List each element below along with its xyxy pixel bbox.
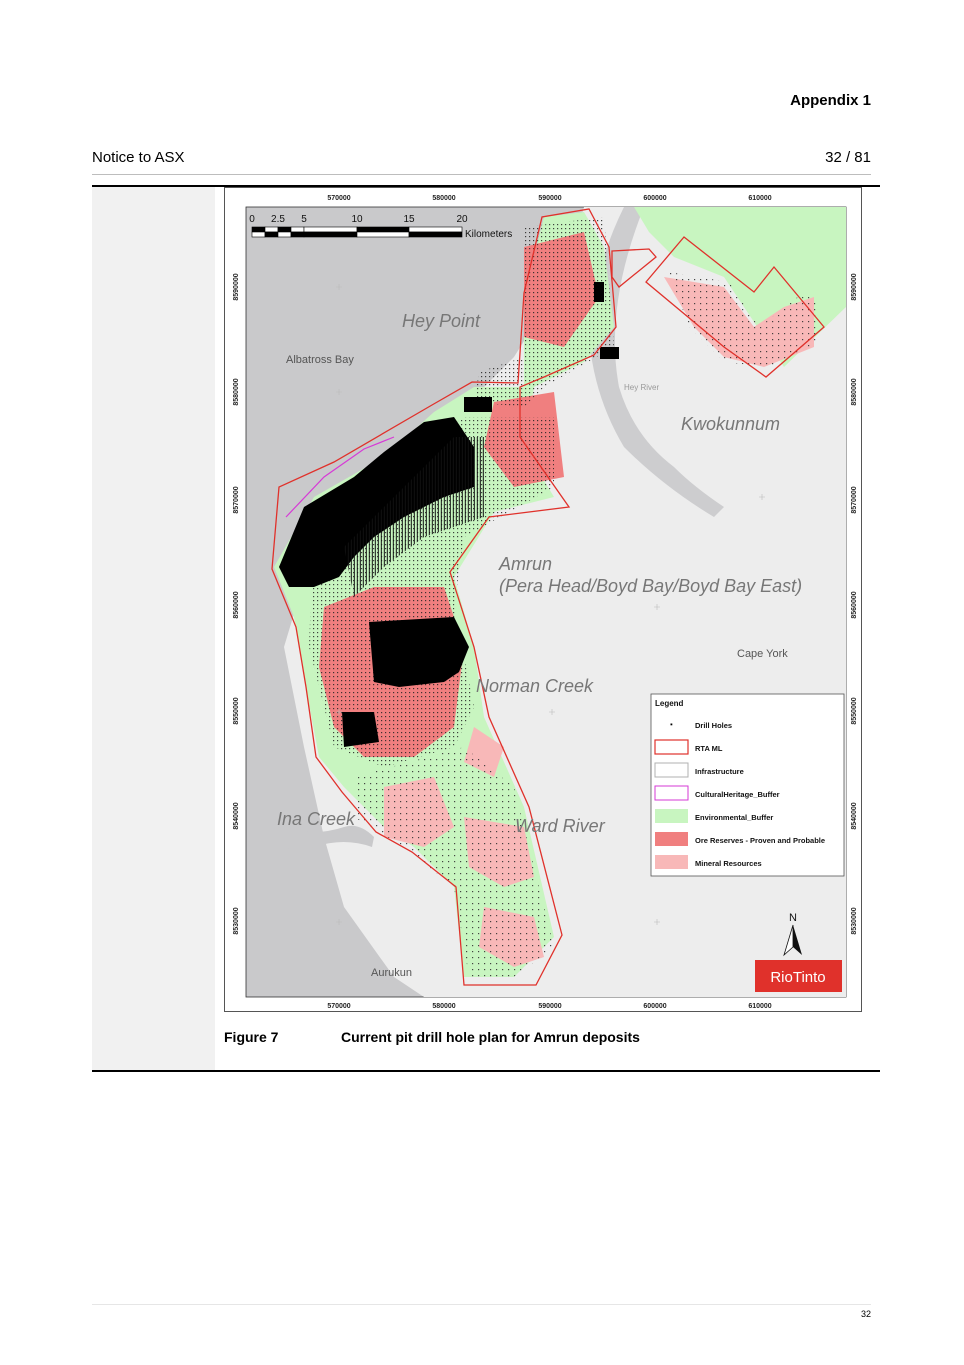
map-svg <box>224 187 862 1012</box>
x-tick-top-600000: 600000 <box>643 195 667 202</box>
rta-ml-swatch <box>655 740 688 754</box>
mined-area-south <box>342 712 379 747</box>
drill-holes-swatch <box>671 724 673 726</box>
scale-label-20: 20 <box>456 214 468 225</box>
label-hey-river: Hey River <box>624 383 660 392</box>
label-amrun-sub: (Pera Head/Boyd Bay/Boyd Bay East) <box>499 576 803 596</box>
riotinto-logo-text: RioTinto <box>770 969 826 986</box>
x-tick-top-580000: 580000 <box>432 195 456 202</box>
y-tick-right-8530000: 8530000 <box>851 907 858 935</box>
north-label: N <box>789 912 797 924</box>
cultural-heritage-swatch <box>655 786 688 800</box>
legend-label-rta-ml: RTA ML <box>695 744 723 753</box>
legend-label-cultural-heritage: CulturalHeritage_Buffer <box>695 790 780 799</box>
x-tick-bottom-610000: 610000 <box>748 1003 772 1010</box>
y-tick-left-8540000: 8540000 <box>233 802 240 830</box>
page-counter: 32 / 81 <box>825 149 871 166</box>
label-ina-creek: Ina Creek <box>277 809 356 829</box>
scale-label-5: 5 <box>301 214 307 225</box>
footer-divider <box>92 1304 871 1305</box>
legend <box>651 694 844 876</box>
label-albatross-bay: Albatross Bay <box>286 354 354 366</box>
scale-label-2-5: 2.5 <box>271 214 285 225</box>
y-tick-left-8560000: 8560000 <box>233 591 240 619</box>
env-buffer-swatch <box>655 809 688 823</box>
legend-label-mineral-resources: Mineral Resources <box>695 859 762 868</box>
label-amrun: Amrun <box>499 554 553 574</box>
y-tick-right-8580000: 8580000 <box>851 378 858 406</box>
scale-label-10: 10 <box>351 214 363 225</box>
x-tick-top-590000: 590000 <box>538 195 562 202</box>
x-tick-top-570000: 570000 <box>327 195 351 202</box>
map-figure <box>224 187 862 1012</box>
x-tick-bottom-570000: 570000 <box>327 1003 351 1010</box>
figure-box-bottom-rule <box>92 1070 880 1072</box>
y-tick-right-8560000: 8560000 <box>851 591 858 619</box>
mineral-resources-swatch <box>655 855 688 869</box>
y-tick-left-8590000: 8590000 <box>233 273 240 301</box>
scale-label-15: 15 <box>403 214 415 225</box>
figure-label: Figure 7 <box>224 1029 279 1045</box>
label-ward-river: Ward River <box>515 816 605 836</box>
y-tick-right-8540000: 8540000 <box>851 802 858 830</box>
scale-label-0: 0 <box>249 214 255 225</box>
legend-title: Legend <box>655 699 684 708</box>
footer-page-number: 32 <box>860 1309 871 1319</box>
y-tick-right-8590000: 8590000 <box>851 273 858 301</box>
label-hey-point: Hey Point <box>402 311 481 331</box>
document-title: Notice to ASX <box>92 149 185 166</box>
appendix-label: Appendix 1 <box>790 92 871 109</box>
y-tick-left-8580000: 8580000 <box>233 378 240 406</box>
legend-label-ore-reserves: Ore Reserves - Proven and Probable <box>695 836 826 845</box>
legend-label-env-buffer: Environmental_Buffer <box>695 813 774 822</box>
x-tick-bottom-580000: 580000 <box>432 1003 456 1010</box>
y-tick-right-8550000: 8550000 <box>851 697 858 725</box>
x-tick-top-610000: 610000 <box>748 195 772 202</box>
label-cape-york: Cape York <box>737 648 788 660</box>
legend-label-infrastructure: Infrastructure <box>695 767 744 776</box>
label-kwokunnum: Kwokunnum <box>681 414 781 434</box>
label-aurukun: Aurukun <box>371 967 412 979</box>
infrastructure-swatch <box>655 763 688 777</box>
y-tick-left-8570000: 8570000 <box>233 486 240 514</box>
y-tick-right-8570000: 8570000 <box>851 486 858 514</box>
x-tick-bottom-590000: 590000 <box>538 1003 562 1010</box>
figure-side-panel <box>92 187 215 1070</box>
x-tick-bottom-600000: 600000 <box>643 1003 667 1010</box>
riotinto-logo <box>755 960 842 992</box>
figure-caption: Current pit drill hole plan for Amrun deposits <box>341 1029 640 1045</box>
scale-unit: Kilometers <box>465 229 513 240</box>
label-norman-creek: Norman Creek <box>476 676 594 696</box>
legend-label-drill-holes: Drill Holes <box>695 721 733 730</box>
legend-box <box>651 694 844 876</box>
y-tick-left-8530000: 8530000 <box>233 907 240 935</box>
header-divider <box>92 174 871 175</box>
ore-reserves-swatch <box>655 832 688 846</box>
y-tick-left-8550000: 8550000 <box>233 697 240 725</box>
